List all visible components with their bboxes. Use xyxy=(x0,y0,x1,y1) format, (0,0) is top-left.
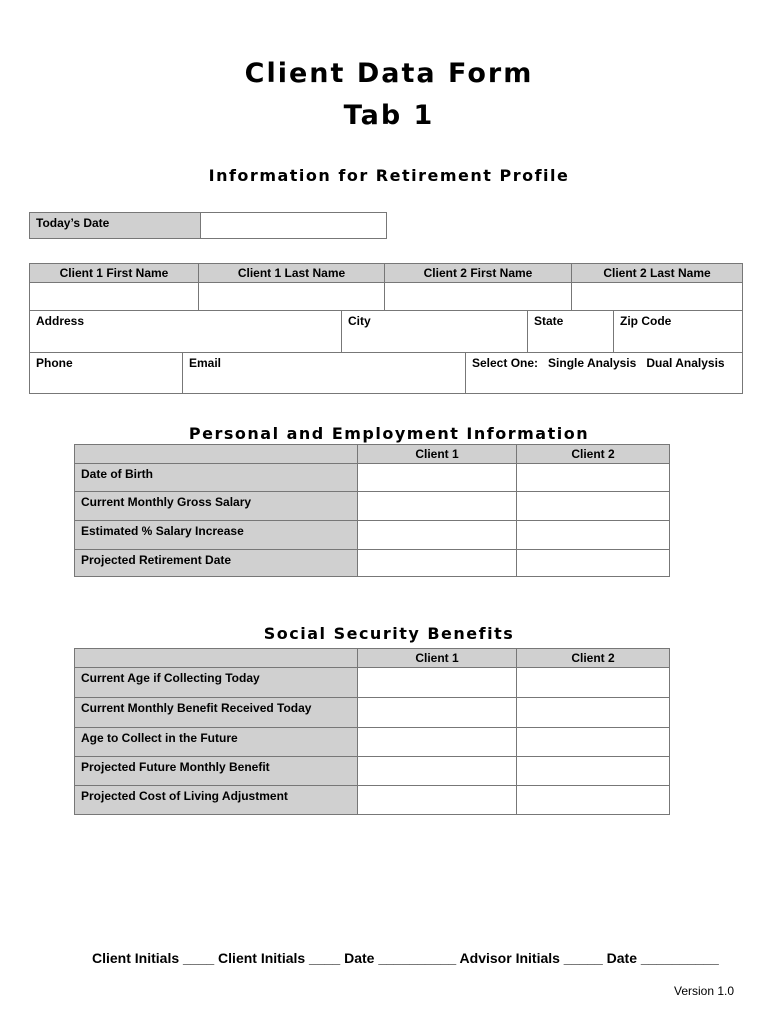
personal-employment-heading: Personal and Employment Information xyxy=(188,424,590,443)
social-client1-header: Client 1 xyxy=(357,648,517,668)
personal-client2-header: Client 2 xyxy=(516,444,670,464)
monthly-salary-label: Current Monthly Gross Salary xyxy=(74,491,358,521)
social-security-heading: Social Security Benefits xyxy=(263,624,515,643)
client2-last-name-field[interactable] xyxy=(571,282,743,311)
address-label: Address xyxy=(36,314,85,328)
retirement-date-label: Projected Retirement Date xyxy=(74,549,358,577)
collect-age-client1-field[interactable] xyxy=(357,727,517,757)
social-corner-cell xyxy=(74,648,358,668)
client2-first-name-field[interactable] xyxy=(384,282,572,311)
date-of-birth-label: Date of Birth xyxy=(74,463,358,492)
single-analysis-option[interactable]: Single Analysis xyxy=(548,356,637,370)
todays-date-label: Today’s Date xyxy=(29,212,201,239)
future-benefit-label: Projected Future Monthly Benefit xyxy=(74,756,358,786)
date-of-birth-client2-field[interactable] xyxy=(516,463,670,492)
email-field[interactable] xyxy=(182,352,466,394)
address-field[interactable] xyxy=(29,310,342,353)
zip-code-field[interactable] xyxy=(613,310,743,353)
client1-first-name-field[interactable] xyxy=(29,282,199,311)
cost-of-living-client2-field[interactable] xyxy=(516,785,670,815)
phone-field[interactable] xyxy=(29,352,183,394)
current-benefit-client1-field[interactable] xyxy=(357,697,517,728)
analysis-select xyxy=(465,352,743,394)
client2-first-name-header: Client 2 First Name xyxy=(384,263,572,283)
current-benefit-client2-field[interactable] xyxy=(516,697,670,728)
client2-last-name-header: Client 2 Last Name xyxy=(571,263,743,283)
version-label: Version 1.0 xyxy=(674,984,735,998)
state-label: State xyxy=(534,314,564,328)
initials-footer: Client Initials ____ Client Initials ____ Date __________ Advisor Initials _____ Date __________ xyxy=(92,950,719,966)
date-of-birth-client1-field[interactable] xyxy=(357,463,517,492)
personal-corner-cell xyxy=(74,444,358,464)
client1-first-name-header: Client 1 First Name xyxy=(29,263,199,283)
collect-age-label: Age to Collect in the Future xyxy=(74,727,358,757)
form-subtitle-tab: Tab 1 xyxy=(343,100,435,131)
monthly-salary-client1-field[interactable] xyxy=(357,491,517,521)
monthly-salary-client2-field[interactable] xyxy=(516,491,670,521)
cost-of-living-client1-field[interactable] xyxy=(357,785,517,815)
retirement-date-client1-field[interactable] xyxy=(357,549,517,577)
collect-age-client2-field[interactable] xyxy=(516,727,670,757)
retirement-date-client2-field[interactable] xyxy=(516,549,670,577)
salary-increase-client1-field[interactable] xyxy=(357,520,517,550)
social-client2-header: Client 2 xyxy=(516,648,670,668)
state-field[interactable] xyxy=(527,310,614,353)
todays-date-field[interactable] xyxy=(200,212,387,239)
current-age-client2-field[interactable] xyxy=(516,667,670,698)
cost-of-living-label: Projected Cost of Living Adjustment xyxy=(74,785,358,815)
current-age-label: Current Age if Collecting Today xyxy=(74,667,358,698)
dual-analysis-option[interactable]: Dual Analysis xyxy=(646,356,725,370)
future-benefit-client1-field[interactable] xyxy=(357,756,517,786)
phone-label: Phone xyxy=(36,356,73,370)
current-age-client1-field[interactable] xyxy=(357,667,517,698)
email-label: Email xyxy=(189,356,222,370)
personal-client1-header: Client 1 xyxy=(357,444,517,464)
section-title-retirement-profile: Information for Retirement Profile xyxy=(208,166,570,185)
future-benefit-client2-field[interactable] xyxy=(516,756,670,786)
form-title: Client Data Form xyxy=(244,58,534,89)
salary-increase-client2-field[interactable] xyxy=(516,520,670,550)
city-label: City xyxy=(348,314,371,328)
current-benefit-label: Current Monthly Benefit Received Today xyxy=(74,697,358,728)
salary-increase-label: Estimated % Salary Increase xyxy=(74,520,358,550)
client1-last-name-header: Client 1 Last Name xyxy=(198,263,385,283)
zip-code-label: Zip Code xyxy=(620,314,672,328)
select-one-label: Select One: xyxy=(472,356,539,370)
client1-last-name-field[interactable] xyxy=(198,282,385,311)
city-field[interactable] xyxy=(341,310,528,353)
